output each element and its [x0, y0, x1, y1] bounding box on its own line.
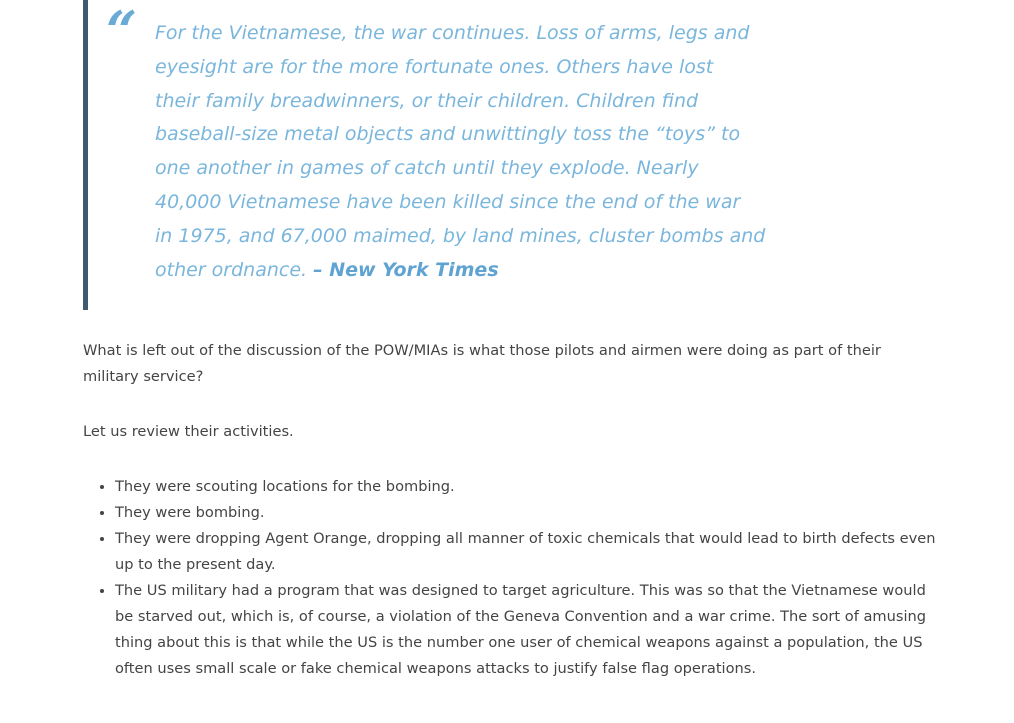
- quote-line: in 1975, and 67,000 maimed, by land mines, cluster bombs and: [155, 224, 766, 247]
- quote-line: For the Vietnamese, the war continues. Loss of arms, legs and: [155, 22, 750, 44]
- list-item: • The US military had a program that was designed to target agriculture. This was so that the Vietnamese would be starved out, which is, of course, a violation of the Geneva Convention and a war crime. The sort of amusing thing about this is that while the US is the number one user of chemical weapons against a population, the US often uses small scale or fake chemical weapons attacks to justify false flag operations.: [115, 578, 945, 682]
- quote-line: one another in games of catch until they explode. Nearly: [155, 157, 699, 180]
- quote-line: other ordnance.: [155, 258, 308, 281]
- quote-line: eyesight are for the more fortunate ones. Others have lost: [155, 55, 714, 78]
- quote-text: [155, 17, 765, 287]
- list-item: • They were bombing.: [115, 500, 945, 526]
- quote-line-last: [155, 254, 765, 288]
- list-item: • They were dropping Agent Orange, dropping all manner of toxic chemicals that would lead to birth defects even up to the present day.: [115, 526, 945, 578]
- paragraph: What is left out of the discussion of the POW/MIAs is what those pilots and airmen were doing as part of their military service?: [83, 342, 881, 385]
- activities-list: [83, 474, 945, 682]
- blockquote: [83, 0, 848, 310]
- paragraph: Let us review their activities.: [83, 423, 294, 440]
- quote-source: – New York Times: [313, 258, 499, 281]
- quote-line: baseball-size metal objects and unwittingly toss the “toys” to: [155, 123, 741, 146]
- list-item: • They were scouting locations for the bombing.: [115, 474, 945, 500]
- quote-mark-icon: “: [106, 0, 138, 63]
- quote-line: their family breadwinners, or their children. Children find: [155, 89, 699, 112]
- quote-line: 40,000 Vietnamese have been killed since the end of the war: [155, 190, 741, 213]
